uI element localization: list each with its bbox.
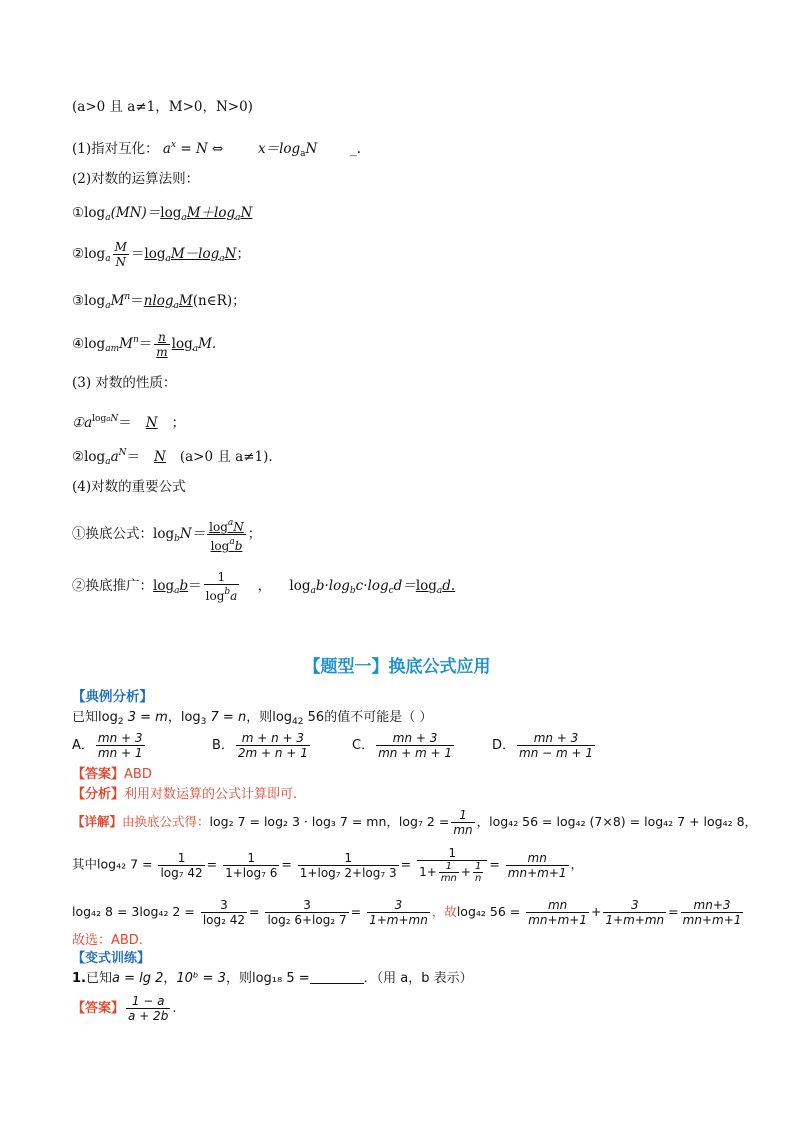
r4b-ans: log (153, 578, 175, 594)
detail-1d: ，log₄₂ 56 = log₄₂ (7×8) = log₄₂ 7 + log₄₂ 8 (476, 814, 745, 829)
r4a-den-log: log (210, 539, 230, 553)
option-d[interactable] (492, 731, 602, 760)
detail-1e: ， (744, 814, 758, 829)
practice-q-num: 1. (72, 971, 86, 986)
r4a-den-end: b (234, 539, 243, 553)
detail-1c-den: mn (453, 823, 473, 837)
detail-line-2: 其中log₄₂ 7 = $\frac{1}{\text{log₇ 42}}$ = $\frac{1}{\text{1+log₇ 6}}$ = $\frac{1}{\text{1+log₇ 2+log₇ 3}}$ = 1 1+ $\frac{1}{mn}$ + $\frac{1}{n}$ = $\frac{mn}{mn+m+1}$ ， (72, 846, 584, 884)
r4b-chain-3: c·log (355, 578, 389, 594)
r4b-prefix: ②换底推广： (72, 578, 153, 594)
r4a-num-log: log (209, 520, 228, 534)
option-a-den: mn + 1 (97, 746, 143, 760)
detail-2-f4-den-b (473, 861, 483, 884)
r2a-ans: log (160, 205, 182, 221)
practice-q-sep: ， (163, 971, 177, 986)
detail-3-f1-num: 3 (201, 898, 247, 913)
q-then: ，则 (246, 710, 273, 725)
practice-q-b: 10ᵇ = 3 (176, 971, 226, 986)
detail-1c-num: 1 (451, 808, 474, 823)
r2d-sup: n (132, 335, 139, 345)
r2b-ans: log (144, 246, 166, 262)
conditions-line (72, 98, 253, 116)
r4b-chain: log (289, 578, 311, 594)
r2c-ans-end: M (178, 293, 193, 309)
detail-2-f4-den-plus: + (460, 865, 471, 879)
r3b-tail: (a>0 且 a≠1). (179, 449, 273, 465)
r2a-mid: (MN)＝ (110, 205, 161, 221)
detail-2-f5 (506, 851, 569, 880)
rule3b-line (72, 444, 273, 471)
detail-3-f4-num: mn (526, 898, 589, 913)
rule4-label: (4)对数的重要公式 (72, 479, 186, 495)
r3a-eq: ＝ (118, 415, 132, 431)
r2d-fraction (154, 330, 169, 359)
detail-2-f1-num: 1 (158, 851, 204, 866)
r3b-sup: N (118, 448, 127, 458)
r2b-answer (144, 246, 236, 262)
rule3a-line (72, 410, 185, 432)
r2d-ans-sub: a (192, 344, 199, 354)
rule1-line (72, 136, 361, 163)
r4b-den (204, 585, 240, 603)
detail-3-eq: = (668, 904, 679, 919)
r2d-eq: ＝ (138, 336, 153, 352)
practice-answer-line (72, 994, 176, 1023)
r4a-num (207, 516, 246, 535)
rule4-label-line (72, 478, 186, 496)
r2c-mid: M (110, 293, 125, 309)
r2a-answer (160, 205, 252, 221)
detail-2-f4-den-pre: 1+ (419, 865, 437, 879)
r3b-sub: a (105, 457, 111, 467)
detail-2-f4-den (417, 861, 487, 884)
r4b-chain-answer (416, 578, 455, 594)
option-b-den: 2m + n + 1 (237, 746, 308, 760)
practice-answer-tag: 【答案】 (72, 1001, 125, 1016)
detail-3-f4 (526, 898, 589, 927)
r2b-sub: a (105, 254, 111, 264)
r4b-den-sup: b (224, 587, 231, 597)
practice-q-pre: 已知 (85, 971, 112, 986)
r4b-ans-end: b (179, 578, 189, 594)
r2b-tail: ； (236, 246, 250, 262)
detail-3-f1-den: log₂ 42 (202, 913, 245, 927)
r4b-den-end: a (230, 589, 238, 603)
example-tag: 【典例分析】 (72, 689, 153, 705)
q-log3-end: 56 (303, 710, 325, 725)
r2d-mid: M (119, 336, 133, 352)
option-a-fraction (96, 731, 145, 760)
r4b-fraction (204, 570, 240, 603)
detail-line-1 (72, 808, 757, 837)
rule3-label: (3) 对数的性质： (72, 375, 177, 391)
r2c-tail: (n∈R)； (192, 293, 246, 309)
detail-2-f4-den-b-den: n (474, 873, 482, 884)
r2a-sub: a (105, 213, 111, 223)
detail-2-f2-den: 1+log₇ 6 (225, 865, 278, 880)
detail-2-f3 (298, 851, 399, 880)
r4b-chain-sub2: b (349, 586, 356, 596)
practice-answer-den: a + 2b (128, 1009, 169, 1023)
option-b-num: m + n + 3 (236, 731, 310, 746)
r4b-chain-ans-sub: a (436, 586, 443, 596)
r3a-sup-sub: a (106, 415, 111, 423)
detail-3-f5 (603, 898, 666, 927)
practice-answer-num: 1 − a (126, 994, 170, 1009)
r2b-fraction (113, 240, 129, 269)
r2d-prefix: ④log (72, 336, 106, 352)
example-options (72, 731, 632, 760)
r4b-den-log: log (205, 589, 225, 603)
r4b-num: 1 (204, 570, 240, 585)
r2c-ans: nlog (143, 293, 174, 309)
r2b-eq: ＝ (130, 246, 145, 262)
r4b-chain-ans-end: d. (442, 578, 456, 594)
r3b-answer: N (154, 449, 166, 465)
r2a-prefix: ①log (72, 205, 106, 221)
detail-3-f2-num: 3 (265, 898, 348, 913)
practice-q-then: ，则 (225, 971, 252, 986)
practice-answer-blank[interactable] (310, 971, 364, 984)
detail-line-3: log₄₂ 8 = 3log₄₂ 2 = $\frac{3}{\text{log₂ 42}}$ = $\frac{3}{\text{log₂ 6+log₂ 7}}$ = $\frac{3}{1+m+mn}$ ，故log₄₂ 56 = $\frac{mn}{mn+m+1}$ + $\frac{3}{1+m+mn}$ = $\frac{mn+3}{mn+m+1}$ (72, 898, 742, 927)
r3b-mid: a (110, 449, 119, 465)
q-log2-sub: 3 (200, 717, 207, 727)
practice-answer-tail: . (172, 1001, 177, 1016)
rule1-right: x＝log (257, 141, 301, 157)
r2d-den: m (156, 345, 168, 359)
detail-3-f3 (367, 898, 430, 927)
rule2-label-line (72, 170, 199, 188)
r3b-prefix: ②log (72, 449, 106, 465)
r2b-den: N (115, 255, 126, 269)
option-a-num: mn + 3 (97, 731, 143, 745)
r3a-answer: N (145, 415, 158, 431)
r4b-tail: ， (257, 578, 272, 594)
option-c-den: mn + m + 1 (378, 746, 453, 760)
detail-2-f1-den: log₇ 42 (160, 865, 203, 880)
r4b-chain-4: d＝ (393, 578, 416, 594)
option-a[interactable] (72, 731, 182, 760)
r2d-answer (172, 336, 198, 352)
r2d-ans-end: M. (198, 336, 217, 352)
detail-3c: log₄₂ 56 = (456, 904, 521, 919)
r3a-sup-wrap (92, 414, 118, 424)
detail-3b: ，故 (431, 904, 457, 919)
detail-3-f2 (265, 898, 348, 927)
rule1-sup: x (170, 140, 177, 150)
r4a-num-end: N (233, 520, 244, 534)
rule1-left: a (162, 141, 171, 157)
rule2b-line (72, 240, 250, 269)
detail-1a: 由换底公式得： (122, 814, 210, 829)
rule4b-line (72, 570, 455, 603)
option-c[interactable] (352, 731, 462, 760)
detail-3-f2-den: log₂ 6+log₂ 7 (267, 913, 347, 927)
r4a-den-sup: a (229, 537, 235, 547)
rule2d-line (72, 330, 216, 359)
option-d-den: mn − m + 1 (519, 746, 594, 760)
detail-2-tail: ， (570, 856, 584, 872)
r2b-ans-sub2: a (219, 254, 225, 264)
r2b-ans-end: M－log (170, 246, 220, 262)
q-log1-sub: 2 (117, 717, 124, 727)
detail-2-f4-num: 1 (417, 846, 487, 861)
r4b-answer (153, 578, 188, 594)
analysis-text: 利用对数运算的公式计算即可. (124, 787, 298, 802)
r2a-ans-end: M＋log (186, 205, 236, 221)
detail-3-f3-den: 1+m+mn (369, 913, 428, 927)
detail-3-f6-num: mn+3 (681, 898, 744, 913)
r2d-sub: a (105, 344, 111, 354)
detail-2-f4-den-a-den: mn (440, 873, 457, 884)
analysis-line (72, 786, 297, 804)
answer-tag: 【答案】 (72, 767, 125, 782)
r4b-chain-2: b·log (315, 578, 350, 594)
detail-3-plus: + (590, 904, 602, 919)
detail-2-f3-den: 1+log₇ 2+log₇ 3 (299, 865, 397, 880)
option-d-num: mn + 3 (517, 731, 595, 746)
r4a-tail: ； (247, 526, 262, 542)
r3a-prefix: ①a (72, 415, 93, 431)
r4a-fraction (207, 516, 246, 553)
option-b[interactable] (212, 731, 322, 760)
detail-2-f2-num: 1 (223, 851, 279, 866)
option-c-label: C． (352, 738, 375, 753)
option-b-label: B． (212, 738, 234, 753)
r2b-num: M (114, 240, 127, 254)
q-log1: log (98, 710, 118, 725)
rule2c-line (72, 288, 246, 315)
q-log1-end: 3 = m (123, 710, 168, 725)
r3a-sup-end: N (110, 414, 119, 424)
detail-2-f4-den-b-num: 1 (474, 861, 482, 872)
detail-1c-fraction (451, 808, 474, 837)
r4b-chain-ans: log (415, 578, 437, 594)
practice-q-post: ．（用 a，b 表示） (363, 971, 473, 986)
r2a-ans-end2: N (240, 205, 253, 221)
detail-tag: 【详解】 (72, 814, 123, 829)
detail-3-f1 (201, 898, 247, 927)
r2b-ans-sub: a (165, 254, 171, 264)
detail-3-f5-den: 1+m+mn (605, 913, 665, 927)
q-log2: log (180, 710, 201, 725)
detail-2-f3-num: 1 (298, 851, 399, 866)
r4a-prefix: ①换底公式：log (72, 526, 175, 542)
detail-1b: log₂ 7 = log₂ 3 · log₃ 7 = mn (209, 814, 387, 829)
analysis-tag: 【分析】 (72, 787, 125, 802)
r4b-eq: ＝ (188, 578, 202, 594)
r4b-ans-sub: a (174, 586, 180, 596)
r2c-sub: a (105, 301, 111, 311)
r3a-sup: log (92, 414, 107, 424)
detail-2a: 其中 (72, 856, 98, 872)
answer-value: ABD (124, 767, 152, 782)
q-log2-end: 7 = n (206, 710, 247, 725)
r2c-answer (144, 293, 193, 309)
conclusion-line: 故选：ABD. (72, 933, 143, 948)
section-title: 【题型一】换底公式应用 (303, 657, 491, 677)
rule1-mid: = N ⇔ (176, 141, 224, 157)
detail-2b: log₄₂ 7 = (97, 856, 153, 872)
detail-2-f2 (223, 851, 279, 880)
rule4a-line (72, 516, 261, 553)
detail-2-f5-den: mn+m+1 (507, 865, 567, 880)
option-d-fraction (517, 731, 595, 760)
q-post: 的值不可能是（ ） (324, 710, 433, 725)
option-b-fraction (236, 731, 310, 760)
r2a-ans-sub: a (181, 213, 187, 223)
detail-2-f4 (417, 846, 487, 884)
practice-q-a: a = lg 2 (112, 971, 164, 986)
r4b-chain-sub: a (310, 586, 316, 596)
detail-3-f6 (681, 898, 744, 927)
r2b-prefix: ②log (72, 246, 106, 262)
q-sep: ， (167, 710, 181, 725)
r4a-den (207, 535, 246, 553)
r2c-sup: n (124, 292, 131, 302)
option-a-label: A． (72, 738, 94, 753)
example-question (72, 709, 432, 731)
r2a-ans-sub2: a (235, 213, 241, 223)
detail-3a: log₄₂ 8 = 3log₄₂ 2 = (72, 904, 195, 919)
rule2-label: (2)对数的运算法则： (72, 171, 200, 187)
option-d-label: D． (492, 738, 516, 753)
practice-q-log: log₁₈ 5 = (251, 971, 310, 986)
r3b-eq: ＝ (126, 449, 141, 465)
detail-3-f5-num: 3 (603, 898, 666, 913)
conditions-text: (a>0 且 a≠1，M>0，N>0) (72, 99, 253, 115)
q-pre: 已知 (72, 710, 99, 725)
q-log3-sub: 42 (292, 717, 304, 727)
detail-2-f5-num: mn (506, 851, 569, 866)
rule2a-line (72, 204, 252, 227)
detail-3-f6-den: mn+m+1 (682, 913, 742, 927)
option-c-fraction (376, 731, 454, 760)
r2d-sub-sup: m (110, 344, 120, 354)
r2c-eq: ＝ (130, 293, 144, 309)
detail-1c: ，log₇ 2 = (386, 814, 450, 829)
option-c-num: mn + 3 (376, 731, 454, 746)
r4a-num-sup: a (227, 518, 234, 528)
practice-tag: 【变式训练】 (72, 951, 151, 966)
r4a-mid: N＝ (179, 526, 206, 542)
r2d-ans: log (171, 336, 193, 352)
detail-2-f4-den-a-num: 1 (439, 861, 459, 873)
detail-2-f1 (158, 851, 204, 880)
answer-line (72, 766, 152, 784)
r2d-sub-wrap (105, 344, 119, 354)
r2c-prefix: ③log (72, 293, 106, 309)
r2d-num: n (154, 330, 169, 345)
r4b-chain-sub3: c (388, 586, 394, 596)
q-log3: log (272, 710, 293, 725)
r3a-tail: ； (171, 415, 186, 431)
detail-3-f4-den: mn+m+1 (528, 913, 587, 927)
r4a-sub: b (174, 534, 180, 544)
rule1-right-sub: a (300, 149, 306, 159)
rule3-label-line (72, 374, 176, 392)
detail-3-f3-num: 3 (367, 898, 430, 913)
practice-answer-fraction (126, 994, 170, 1023)
r2b-ans-end2: N (224, 246, 237, 262)
practice-question (72, 970, 473, 988)
r2c-ans-sub: a (173, 301, 179, 311)
detail-2-f4-den-a (439, 861, 459, 884)
rule1-right-end: N (305, 141, 318, 157)
rule1-label: (1)指对互化： (72, 141, 159, 157)
rule1-tail: _. (349, 141, 361, 157)
